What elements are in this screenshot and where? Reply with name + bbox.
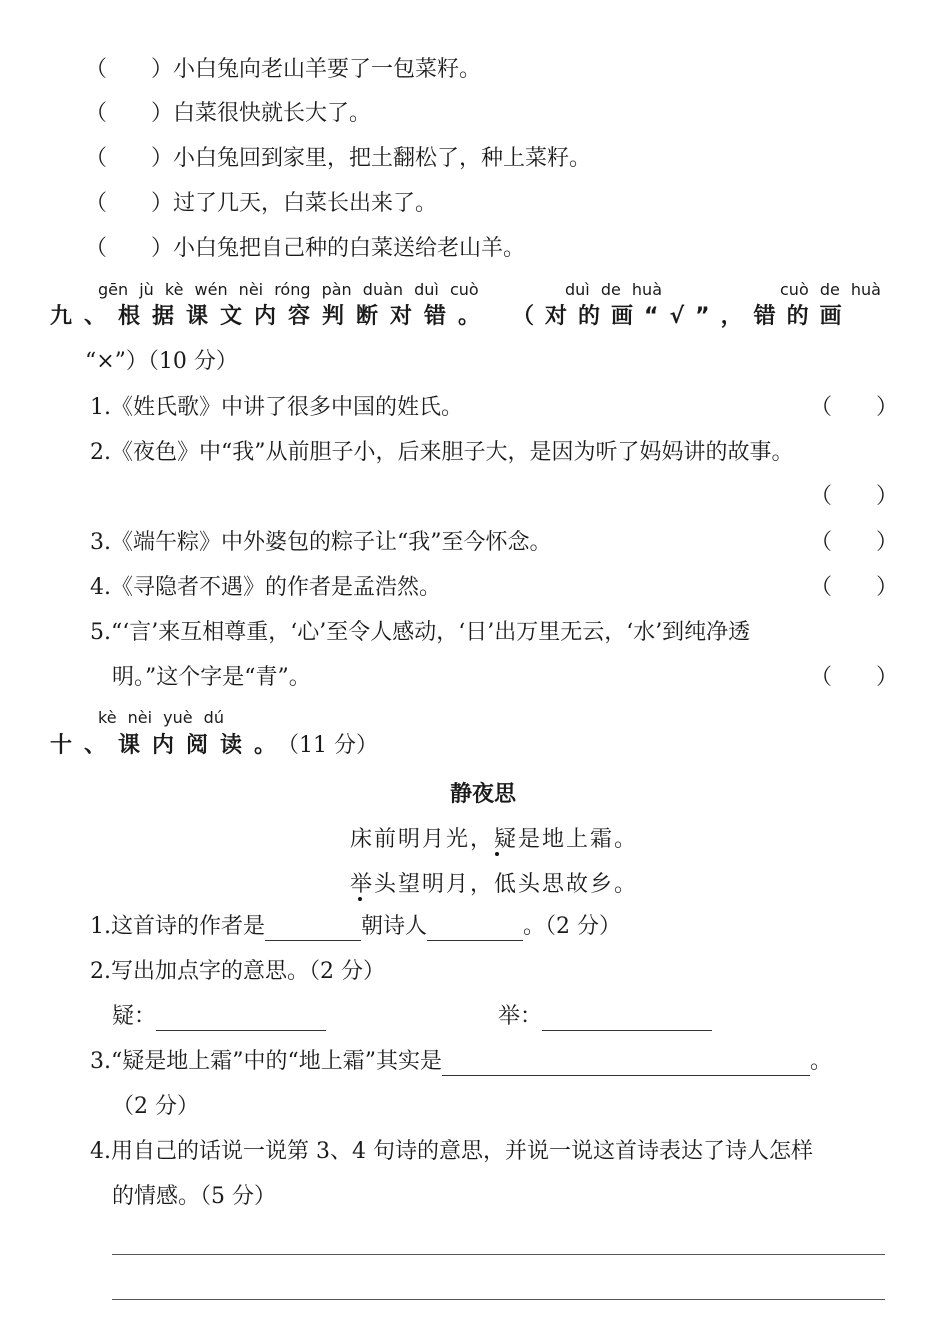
order-item-1: （ ）小白兔向老山羊要了一包菜籽。: [85, 57, 482, 82]
judge-item-4: 4.《寻隐者不遇》的作者是孟浩然。: [90, 575, 441, 600]
section9-instruction-b: “×”）（10 分）: [85, 349, 238, 374]
question-3: [90, 1048, 832, 1076]
q2-ju-label: 举：: [498, 1004, 543, 1029]
q3-score: （2 分）: [112, 1094, 199, 1119]
q2-yi-wrap: [112, 1003, 326, 1031]
q1-text-b: 朝诗人: [361, 914, 428, 939]
section10-heading-wrap: [50, 732, 378, 760]
judge-item-1: 1.《姓氏歌》中讲了很多中国的姓氏。: [90, 395, 463, 420]
question-1: [90, 913, 621, 941]
answer-line-1[interactable]: [112, 1254, 885, 1255]
order-item-5: （ ）小白兔把自己种的白菜送给老山羊。: [85, 236, 526, 261]
answer-paren-2[interactable]: （ ）: [810, 484, 899, 509]
judge-item-5: 5.“‘言’来互相尊重，‘心’至令人感动，‘日’出万里无云，‘水’到纯净透: [90, 620, 751, 645]
section9-heading: 九、根据课文内容判断对错。: [50, 304, 493, 329]
answer-paren-3[interactable]: （ ）: [810, 530, 899, 555]
question-4-cont: 的情感。（5 分）: [112, 1184, 276, 1209]
section10-score: （11 分）: [288, 733, 379, 758]
q1-poet-blank[interactable]: [427, 918, 523, 941]
q3-end: 。: [809, 1049, 832, 1074]
answer-paren-4[interactable]: （ ）: [810, 575, 899, 600]
poem-line-1: 床前明月光，疑是地上霜。: [350, 827, 639, 852]
section9-pinyin-right2: cuò de huà: [780, 280, 881, 299]
question-2: 2.写出加点字的意思。（2 分）: [90, 959, 385, 984]
poem-line-2: 举头望明月，低头思故乡。: [350, 872, 639, 897]
order-item-4: （ ）过了几天，白菜长出来了。: [85, 191, 438, 216]
q2-yi-blank[interactable]: [156, 1008, 326, 1031]
judge-item-3: 3.《端午粽》中外婆包的粽子让“我”至今怀念。: [90, 530, 552, 555]
poem-title: 静夜思: [450, 782, 517, 807]
q1-dynasty-blank[interactable]: [265, 918, 361, 941]
section10-heading: 十、课内阅读。: [50, 733, 289, 758]
section9-instruction-a: （对的画“√”，错的画: [512, 304, 853, 329]
answer-paren-1[interactable]: （ ）: [810, 395, 899, 420]
q2-ju-wrap: [498, 1003, 712, 1031]
section9-pinyin: gēn jù kè wén nèi róng pàn duàn duì cuò: [98, 280, 479, 299]
emphasis-dot-ju: [358, 897, 362, 901]
section9-pinyin-right: duì de huà: [565, 280, 662, 299]
order-item-3: （ ）小白兔回到家里，把土翻松了，种上菜籽。: [85, 146, 592, 171]
q1-text-a: 1.这首诗的作者是: [90, 914, 265, 939]
emphasis-dot-yi: [495, 852, 499, 856]
order-item-2: （ ）白菜很快就长大了。: [85, 101, 372, 126]
judge-item-5-cont: 明。”这个字是“青”。: [112, 665, 311, 690]
judge-item-2: 2.《夜色》中“我”从前胆子小，后来胆子大，是因为听了妈妈讲的故事。: [90, 440, 794, 465]
answer-line-2[interactable]: [112, 1299, 885, 1300]
q2-yi-label: 疑：: [112, 1004, 157, 1029]
q3-text: 3.“疑是地上霜”中的“地上霜”其实是: [90, 1049, 442, 1074]
q3-blank[interactable]: [442, 1053, 810, 1076]
section10-pinyin: kè nèi yuè dú: [98, 708, 224, 727]
question-4: 4.用自己的话说一说第 3、4 句诗的意思，并说一说这首诗表达了诗人怎样: [90, 1139, 813, 1164]
q2-ju-blank[interactable]: [542, 1008, 712, 1031]
answer-paren-5[interactable]: （ ）: [810, 665, 899, 690]
q1-text-c: 。（2 分）: [523, 914, 622, 939]
